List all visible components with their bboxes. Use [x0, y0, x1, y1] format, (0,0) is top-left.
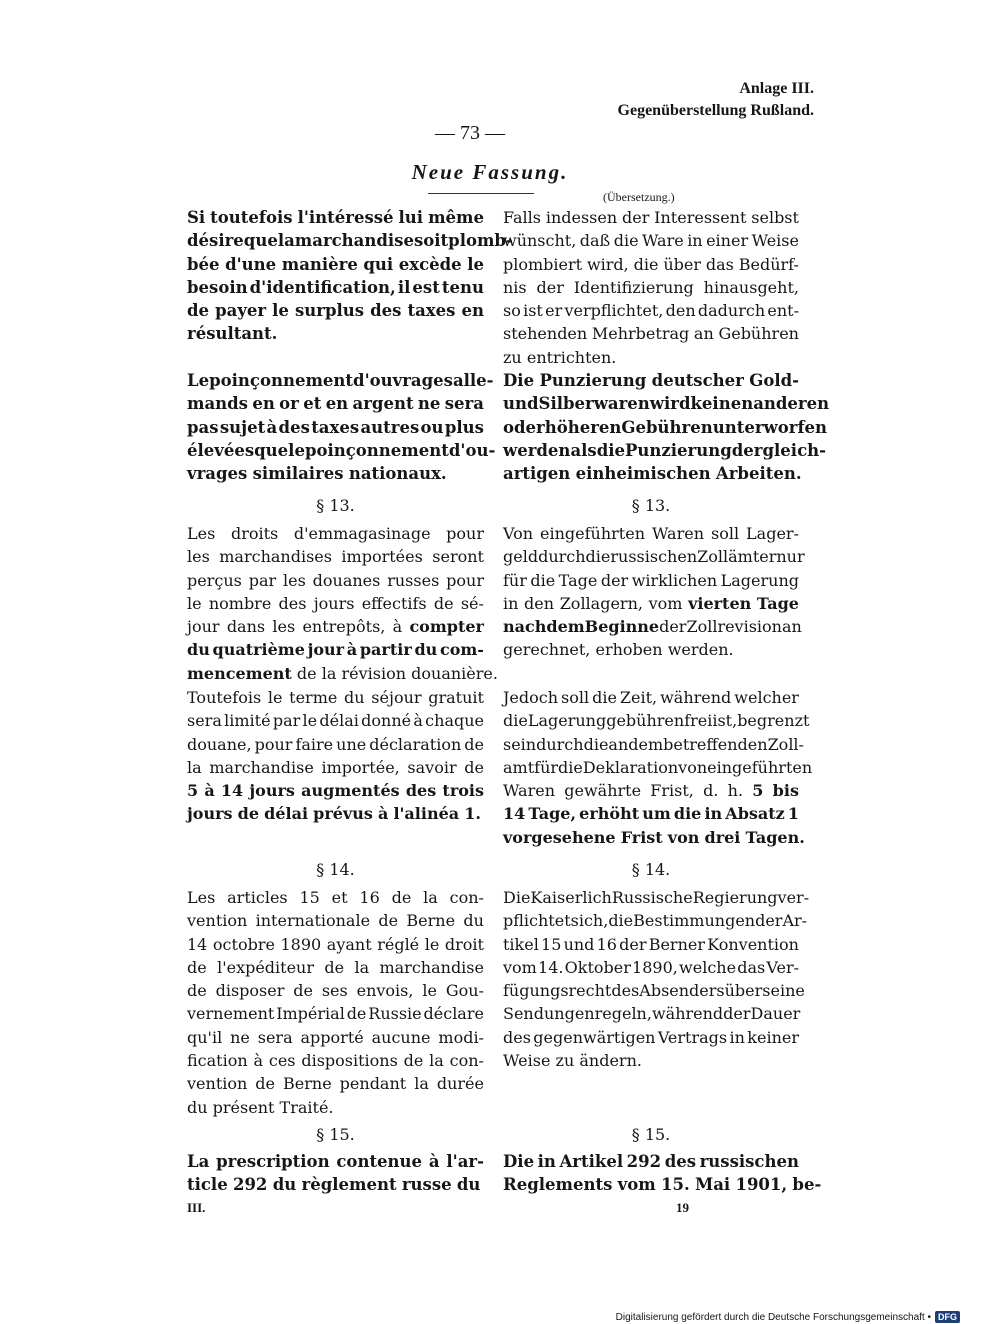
text-line: résultant. — [187, 324, 278, 344]
text-line: vention internationale de Berne du — [187, 911, 484, 931]
text-line: bée d'une manière qui excède le — [187, 254, 484, 274]
text-line: Waren gewährte Frist, d. h. 5 bis — [503, 781, 799, 801]
text-line: élevées que le poinçonnement d'ou- — [187, 440, 496, 460]
text-line: werden als die Punzierung der gleich- — [503, 440, 826, 460]
text-line: jours de délai prévus à l'alinéa 1. — [187, 804, 481, 824]
text-line: du quatrième jour à partir du com- — [187, 640, 484, 660]
text-line: so ist er verpflichtet, den dadurch ent- — [503, 301, 799, 321]
text-line: Reglements vom 15. Mai 1901, be- — [503, 1175, 822, 1195]
text-line: les marchandises importées seront — [187, 547, 484, 567]
text-line: in den Zollagern, vom vierten Tage — [503, 593, 799, 613]
text-line: Les articles 15 et 16 de la con- — [187, 888, 484, 907]
text-line: Von eingeführten Waren soll Lager- — [503, 524, 799, 543]
text-line: sein durch die an dem betreffenden Zoll- — [503, 734, 804, 754]
text-line: le nombre des jours effectifs de sé- — [187, 593, 484, 613]
text-line: und Silberwaren wird keinen anderen — [503, 394, 830, 414]
right-section-15: § 15. — [631, 1125, 671, 1144]
right-paragraph-1 — [503, 206, 799, 369]
left-paragraph-3 — [187, 522, 498, 685]
text-line: La prescription contenue à l'ar- — [187, 1152, 484, 1171]
text-line: du présent Traité. — [187, 1097, 334, 1117]
left-paragraph-5 — [187, 886, 484, 1119]
page-title: Neue Fassung. — [411, 160, 569, 184]
text-line: de payer le surplus des taxes en — [187, 301, 484, 321]
annex-heading — [618, 78, 814, 122]
left-paragraph-4 — [187, 686, 484, 826]
annex-subtitle: Gegenüberstellung Rußland. — [617, 102, 814, 119]
text-line: mands en or et en argent ne sera — [187, 394, 484, 414]
text-line: oder höheren Gebühren unterworfen — [503, 417, 828, 437]
text-line: plombiert wird, die über das Bedürf- — [503, 254, 799, 274]
text-line: des gegenwärtigen Vertrags in keiner — [503, 1027, 799, 1047]
text-line: douane, pour faire une déclaration de — [187, 734, 484, 754]
right-section-14: § 14. — [631, 860, 671, 879]
text-line: Weise zu ändern. — [503, 1051, 642, 1071]
text-line: Si toutefois l'intéressé lui même — [187, 208, 484, 227]
text-line: Falls indessen der Interessent selbst — [503, 208, 799, 227]
text-line: perçus par les douanes russes pour — [187, 570, 484, 590]
left-section-14: § 14. — [316, 860, 355, 879]
translation-note: (Übersetzung.) — [603, 190, 675, 204]
text-line: stehenden Mehrbetrag an Gebühren — [503, 324, 799, 344]
title-rule — [428, 193, 534, 194]
right-paragraph-5 — [503, 886, 810, 1072]
right-paragraph-6 — [503, 1150, 822, 1197]
footer — [616, 1311, 960, 1323]
text-line: qu'il ne sera apporté aucune modi- — [187, 1027, 484, 1047]
text-line: désire que la marchandise soit plomb- — [187, 231, 513, 251]
text-line: wünscht, daß die Ware in einer Weise — [503, 231, 799, 251]
text-line: jour dans les entrepôts, à compter — [187, 617, 484, 637]
text-line: de l'expéditeur de la marchandise — [187, 957, 484, 977]
text-line: vernement Impérial de Russie déclare — [187, 1004, 484, 1024]
text-line: Le poinçonnement d'ouvrages alle- — [187, 371, 494, 390]
text-line: pas sujet à des taxes autres ou plus — [187, 417, 484, 437]
left-paragraph-1 — [187, 206, 513, 346]
sheet-signature-right: 19 — [676, 1200, 689, 1215]
text-line: de disposer de ses envois, le Gou- — [187, 981, 484, 1001]
left-section-15: § 15. — [316, 1125, 355, 1144]
text-line: mencement de la révision douanière. — [187, 663, 498, 683]
dfg-logo: DFG — [935, 1311, 960, 1323]
text-line: ticle 292 du règlement russe du — [187, 1175, 481, 1195]
text-line: Die in Artikel 292 des russischen — [503, 1152, 799, 1171]
text-line: pflichtet sich, die Bestimmungen der Ar- — [503, 911, 808, 931]
right-section-13: § 13. — [631, 496, 671, 515]
text-line: amt für die Deklaration von eingeführten — [503, 757, 813, 777]
text-line: fügungsrecht des Absenders über seine — [503, 981, 805, 1001]
text-line: Jedoch soll die Zeit, während welcher — [503, 688, 799, 707]
text-line: sera limité par le délai donné à chaque — [187, 711, 484, 731]
annex-label: Anlage III. — [739, 80, 814, 97]
text-line: 14 Tage, erhöht um die in Absatz 1 — [503, 804, 799, 824]
footer-credit: Digitalisierung gefördert durch die Deutsche Forschungsgemeinschaft — [615, 1311, 925, 1323]
text-line: 14 octobre 1890 ayant réglé le droit — [187, 934, 484, 954]
left-paragraph-6 — [187, 1150, 484, 1197]
text-line: Sendungen regeln, während der Dauer — [503, 1004, 801, 1024]
text-line: Die Kaiserlich Russische Regierung ver- — [503, 888, 810, 907]
text-line: geld durch die russischen Zollämter nur — [503, 547, 805, 567]
text-line: besoin d'identification, il est tenu — [187, 277, 484, 297]
text-line: gerechnet, erhoben werden. — [503, 640, 734, 660]
text-line: vorgesehene Frist von drei Tagen. — [503, 827, 805, 847]
text-line: vention de Berne pendant la durée — [187, 1074, 484, 1094]
text-line: vom 14. Oktober 1890, welche das Ver- — [503, 957, 799, 977]
text-line: die Lagerung gebührenfrei ist, begrenzt — [503, 711, 810, 731]
left-section-13: § 13. — [316, 496, 355, 515]
text-line: Die Punzierung deutscher Gold- — [503, 371, 799, 390]
text-line: nach dem Beginne der Zollrevision an — [503, 617, 802, 637]
left-paragraph-2 — [187, 369, 496, 485]
text-line: zu entrichten. — [503, 347, 617, 367]
text-line: artigen einheimischen Arbeiten. — [503, 464, 802, 484]
text-line: Toutefois le terme du séjour gratuit — [187, 688, 484, 707]
text-line: nis der Identifizierung hinausgeht, — [503, 277, 799, 297]
text-line: tikel 15 und 16 der Berner Konvention — [503, 934, 799, 954]
right-paragraph-3 — [503, 522, 805, 662]
page-number: — 73 — — [435, 122, 505, 144]
text-line: Les droits d'emmagasinage pour — [187, 524, 484, 543]
text-line: vrages similaires nationaux. — [187, 464, 447, 484]
text-line: la marchandise importée, savoir de — [187, 757, 484, 777]
right-paragraph-2 — [503, 369, 830, 485]
text-line: fication à ces dispositions de la con- — [187, 1051, 484, 1071]
sheet-signature-left: III. — [187, 1200, 206, 1215]
text-line: 5 à 14 jours augmentés des trois — [187, 781, 484, 801]
text-line: für die Tage der wirklichen Lagerung — [503, 570, 799, 590]
footer-separator: • — [924, 1311, 931, 1323]
right-paragraph-4 — [503, 686, 813, 849]
